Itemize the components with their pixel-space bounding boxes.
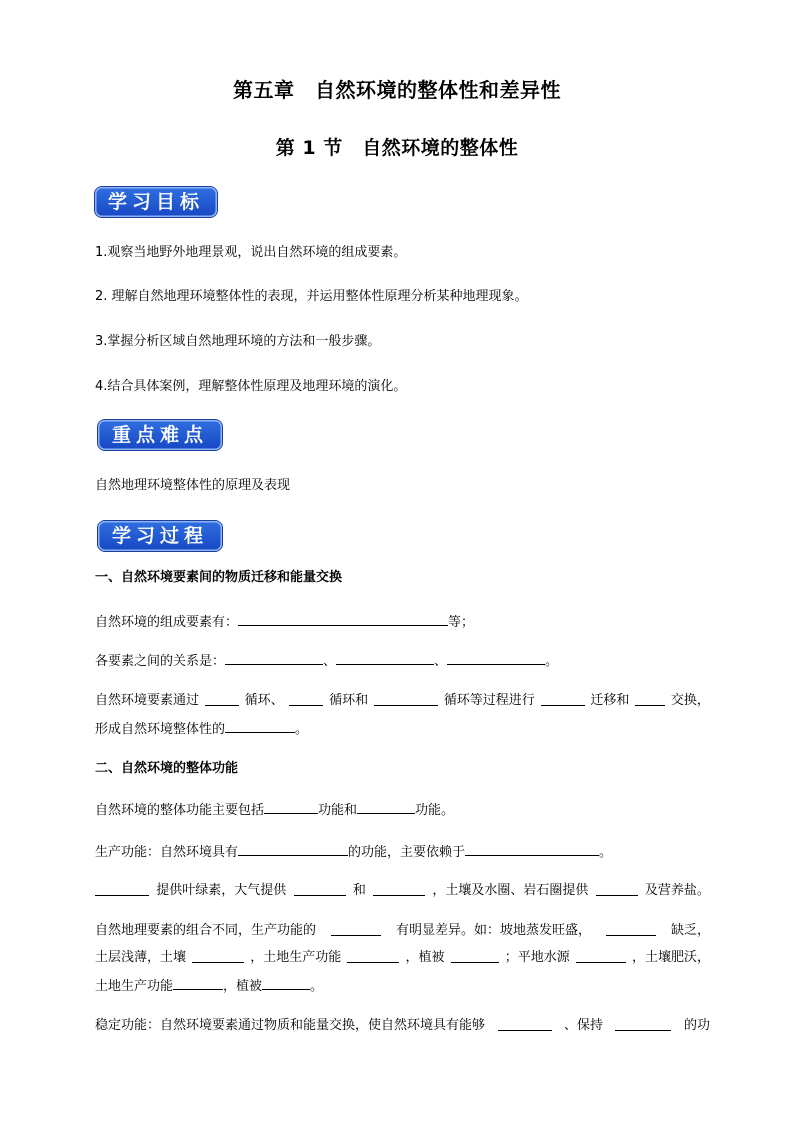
blank[interactable] (615, 1017, 671, 1031)
blank[interactable] (294, 882, 346, 896)
blank[interactable] (451, 949, 499, 963)
part2-line1: 自然环境的整体功能主要包括 功能和 功能。 (95, 800, 710, 820)
objective-2: 2. 理解自然地理环境整体性的表现，并运用整体性原理分析某种地理现象。 (95, 289, 528, 304)
blank[interactable] (635, 692, 665, 706)
blank[interactable] (264, 800, 318, 814)
blank[interactable] (262, 976, 310, 990)
badge-learning-objectives: 学习目标 (95, 187, 217, 217)
part2-line2: 生产功能：自然环境具有 的功能，主要依赖于 。 (95, 842, 710, 862)
part1-heading: 一、自然环境要素间的物质迁移和能量交换 (95, 570, 343, 585)
blank[interactable] (225, 651, 323, 665)
blank[interactable] (373, 882, 425, 896)
blank[interactable] (225, 719, 295, 733)
blank[interactable] (238, 612, 448, 626)
part2-heading: 二、自然环境的整体功能 (95, 761, 239, 776)
blank[interactable] (289, 692, 323, 706)
blank[interactable] (541, 692, 585, 706)
blank[interactable] (331, 922, 381, 936)
blank[interactable] (606, 922, 656, 936)
blank[interactable] (447, 651, 545, 665)
badge-key-points: 重点难点 (98, 420, 222, 450)
blank[interactable] (173, 976, 223, 990)
part1-line1: 自然环境的组成要素有： 等； (95, 612, 710, 632)
objective-3: 3.掌握分析区域自然地理环境的方法和一般步骤。 (95, 334, 381, 349)
blank[interactable] (498, 1017, 552, 1031)
part2-line7: 稳定功能：自然环境要素通过物质和能量交换，使自然环境具有能够 、保持 的功 (95, 1018, 710, 1033)
part2-line4: 自然地理要素的组合不同，生产功能的 有明显差异。如：坡地蒸发旺盛， 缺乏， (95, 923, 710, 938)
blank[interactable] (95, 882, 149, 896)
objective-1: 1.观察当地野外地理景观，说出自然环境的组成要素。 (95, 245, 407, 260)
section-title: 第 1 节 自然环境的整体性 (275, 137, 519, 159)
chapter-title: 第五章 自然环境的整体性和差异性 (233, 78, 561, 102)
blank[interactable] (238, 842, 348, 856)
blank[interactable] (205, 692, 239, 706)
blank[interactable] (576, 949, 626, 963)
blank[interactable] (374, 692, 438, 706)
key-point-text: 自然地理环境整体性的原理及表现 (95, 478, 291, 493)
blank[interactable] (357, 800, 415, 814)
badge-learning-process: 学习过程 (98, 521, 222, 551)
objective-4: 4.结合具体案例，理解整体性原理及地理环境的演化。 (95, 379, 407, 394)
part2-line6: 土地生产功能 ，植被 。 (95, 976, 710, 996)
blank[interactable] (347, 949, 399, 963)
blank[interactable] (596, 882, 638, 896)
part1-line3: 自然环境要素通过 循环、 循环和 循环等过程进行 迁移和 交换， (95, 693, 710, 708)
part1-line2: 各要素之间的关系是： 、 、 。 (95, 651, 710, 671)
blank[interactable] (336, 651, 434, 665)
blank[interactable] (192, 949, 244, 963)
part1-line4: 形成自然环境整体性的 。 (95, 719, 710, 739)
blank[interactable] (465, 842, 599, 856)
part2-line5: 土层浅薄，土壤 ，土地生产功能 ，植被 ；平地水源 ，土壤肥沃， (95, 950, 710, 965)
part2-line3: 提供叶绿素，大气提供 和 ，土壤及水圈、岩石圈提供 及营养盐。 (95, 882, 710, 900)
